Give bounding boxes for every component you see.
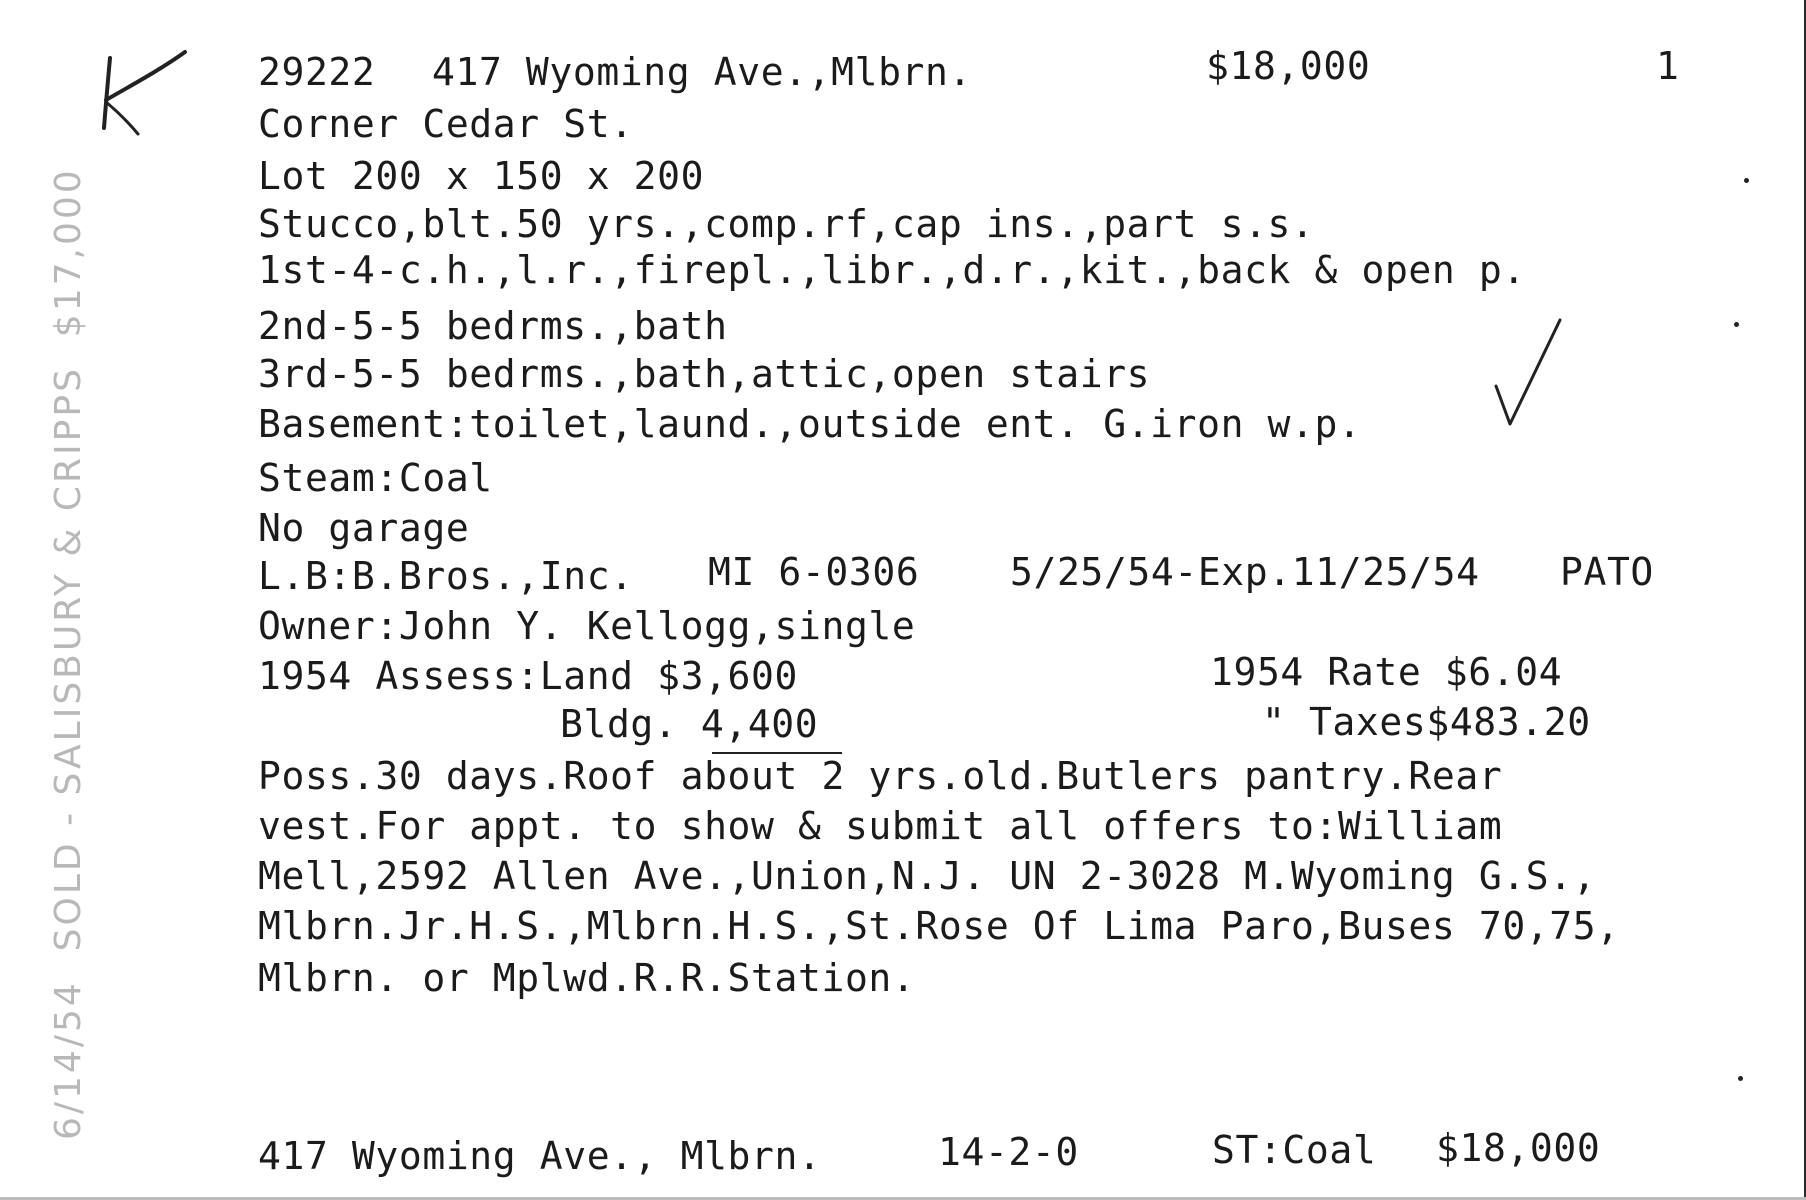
handwritten-k-mark — [40, 40, 200, 140]
first-floor-line: 1st-4-c.h.,l.r.,firepl.,libr.,d.r.,kit.,back & open p. — [258, 248, 1526, 292]
lot-line: Lot 200 x 150 x 200 — [258, 154, 705, 198]
listing-broker: L.B:B.Bros.,Inc. — [258, 554, 634, 598]
margin-dot — [1738, 1076, 1743, 1081]
listing-dates: 5/25/54-Exp.11/25/54 — [1010, 550, 1480, 594]
tax-rate: 1954 Rate $6.04 — [1210, 650, 1563, 694]
footer-code: 14-2-0 — [938, 1130, 1079, 1174]
corner-line: Corner Cedar St. — [258, 102, 634, 146]
margin-dot — [1744, 178, 1749, 183]
construction-line: Stucco,blt.50 yrs.,comp.rf,cap ins.,part s.s. — [258, 202, 1315, 246]
assessment-land: 1954 Assess:Land $3,600 — [258, 654, 798, 698]
third-floor-line: 3rd-5-5 bedrms.,bath,attic,open stairs — [258, 352, 1151, 396]
remarks-line-5: Mlbrn. or Mplwd.R.R.Station. — [258, 956, 916, 1000]
listing-code: PATO — [1560, 550, 1654, 594]
garage-line: No garage — [258, 506, 470, 550]
remarks-line-4: Mlbrn.Jr.H.S.,Mlbrn.H.S.,St.Rose Of Lima Paro,Buses 70,75, — [258, 904, 1620, 948]
broker-phone: MI 6-0306 — [708, 550, 920, 594]
address-header: 417 Wyoming Ave.,Mlbrn. — [432, 50, 972, 94]
taxes: " Taxes$483.20 — [1262, 700, 1591, 744]
margin-dot — [1734, 322, 1739, 327]
footer-address: 417 Wyoming Ave., Mlbrn. — [258, 1134, 822, 1178]
handwritten-check-mark — [1490, 316, 1570, 436]
remarks-line-1: Poss.30 days.Roof about 2 yrs.old.Butlers pantry.Rear — [258, 754, 1503, 798]
footer-price: $18,000 — [1436, 1126, 1601, 1170]
card-number: 1 — [1656, 44, 1680, 88]
remarks-line-3: Mell,2592 Allen Ave.,Union,N.J. UN 2-3028 M.Wyoming G.S., — [258, 854, 1597, 898]
listing-number: 29222 — [258, 50, 376, 94]
sold-stamp: 6/14/54 SOLD - SALISBURY & CRIPPS $17,000 — [48, 167, 89, 1140]
price-header: $18,000 — [1206, 44, 1371, 88]
basement-line: Basement:toilet,laund.,outside ent. G.iron w.p. — [258, 402, 1362, 446]
second-floor-line: 2nd-5-5 bedrms.,bath — [258, 304, 728, 348]
heat-line: Steam:Coal — [258, 456, 493, 500]
assessment-bldg: Bldg. 4,400 — [560, 702, 819, 746]
owner-line: Owner:John Y. Kellogg,single — [258, 604, 916, 648]
footer-heat: ST:Coal — [1212, 1128, 1377, 1172]
remarks-line-2: vest.For appt. to show & submit all offers to:William — [258, 804, 1503, 848]
